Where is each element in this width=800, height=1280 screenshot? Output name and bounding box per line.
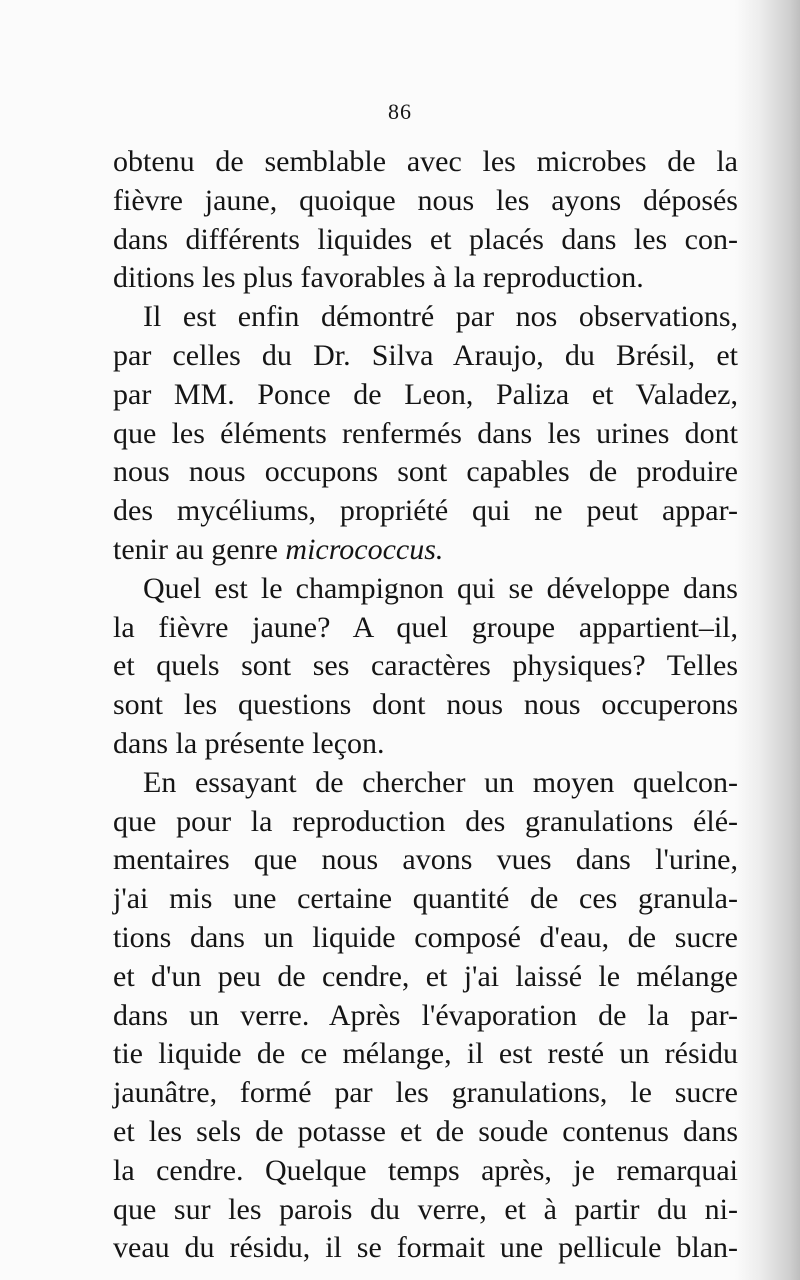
text-line: Quel est le champignon qui se développe dans (143, 571, 738, 605)
paragraph-3 (113, 570, 738, 764)
text-line: jaunâtre, formé par les granulations, le sucre (113, 1076, 738, 1110)
text-line: Il est enfin démontré par nos observations, (143, 300, 738, 334)
text-line: fièvre jaune, quoique nous les ayons déposés (113, 183, 738, 217)
paragraph-1 (113, 143, 738, 298)
text-line: par celles du Dr. Silva Araujo, du Brésil, et (113, 338, 738, 372)
text-line: par MM. Ponce de Leon, Paliza et Valadez, (113, 377, 738, 411)
text-line: que les éléments renfermés dans les urines dont (113, 416, 738, 450)
body-text (113, 143, 738, 1268)
paragraph-4 (113, 764, 738, 1268)
text-line: nous nous occupons sont capables de produire (113, 455, 738, 489)
text-line: j'ai mis une certaine quantité de ces granula- (113, 882, 738, 916)
text-line: la cendre. Quelque temps après, je remarquai (113, 1153, 738, 1187)
text-line: des mycéliums, propriété qui ne peut appar- (113, 494, 738, 528)
text-line: tie liquide de ce mélange, il est resté un résidu (113, 1037, 738, 1071)
text-line (113, 531, 738, 570)
text-line: ditions les plus favorables à la reproduction. (113, 261, 644, 295)
text-line: que pour la reproduction des granulations élé- (113, 804, 738, 838)
text-line: et quels sont ses caractères physiques? Telles (113, 649, 738, 683)
italic-term: micrococcus. (285, 532, 444, 566)
page-number: 86 (388, 99, 412, 124)
text-line: mentaires que nous avons vues dans l'urine, (113, 843, 738, 877)
text-line: En essayant de chercher un moyen quelcon- (143, 765, 738, 799)
paragraph-2 (113, 298, 738, 570)
text-line: tions dans un liquide composé d'eau, de sucre (113, 920, 738, 954)
text-span: tenir au genre (113, 532, 286, 566)
text-line: obtenu de semblable avec les microbes de la (113, 145, 738, 178)
text-line: la fièvre jaune? A quel groupe appartient–il, (113, 610, 738, 644)
text-line: dans un verre. Après l'évaporation de la par- (113, 998, 738, 1032)
text-line: sont les questions dont nous nous occuperons (113, 688, 738, 722)
text-line: veau du résidu, il se formait une pellicule blan- (113, 1231, 738, 1265)
text-line: dans la présente leçon. (113, 726, 385, 760)
text-line: et les sels de potasse et de soude contenus dans (113, 1114, 738, 1148)
text-line: que sur les parois du verre, et à partir du ni- (113, 1192, 738, 1226)
text-line: dans différents liquides et placés dans les con- (113, 222, 738, 256)
text-line: et d'un peu de cendre, et j'ai laissé le mélange (113, 959, 738, 993)
